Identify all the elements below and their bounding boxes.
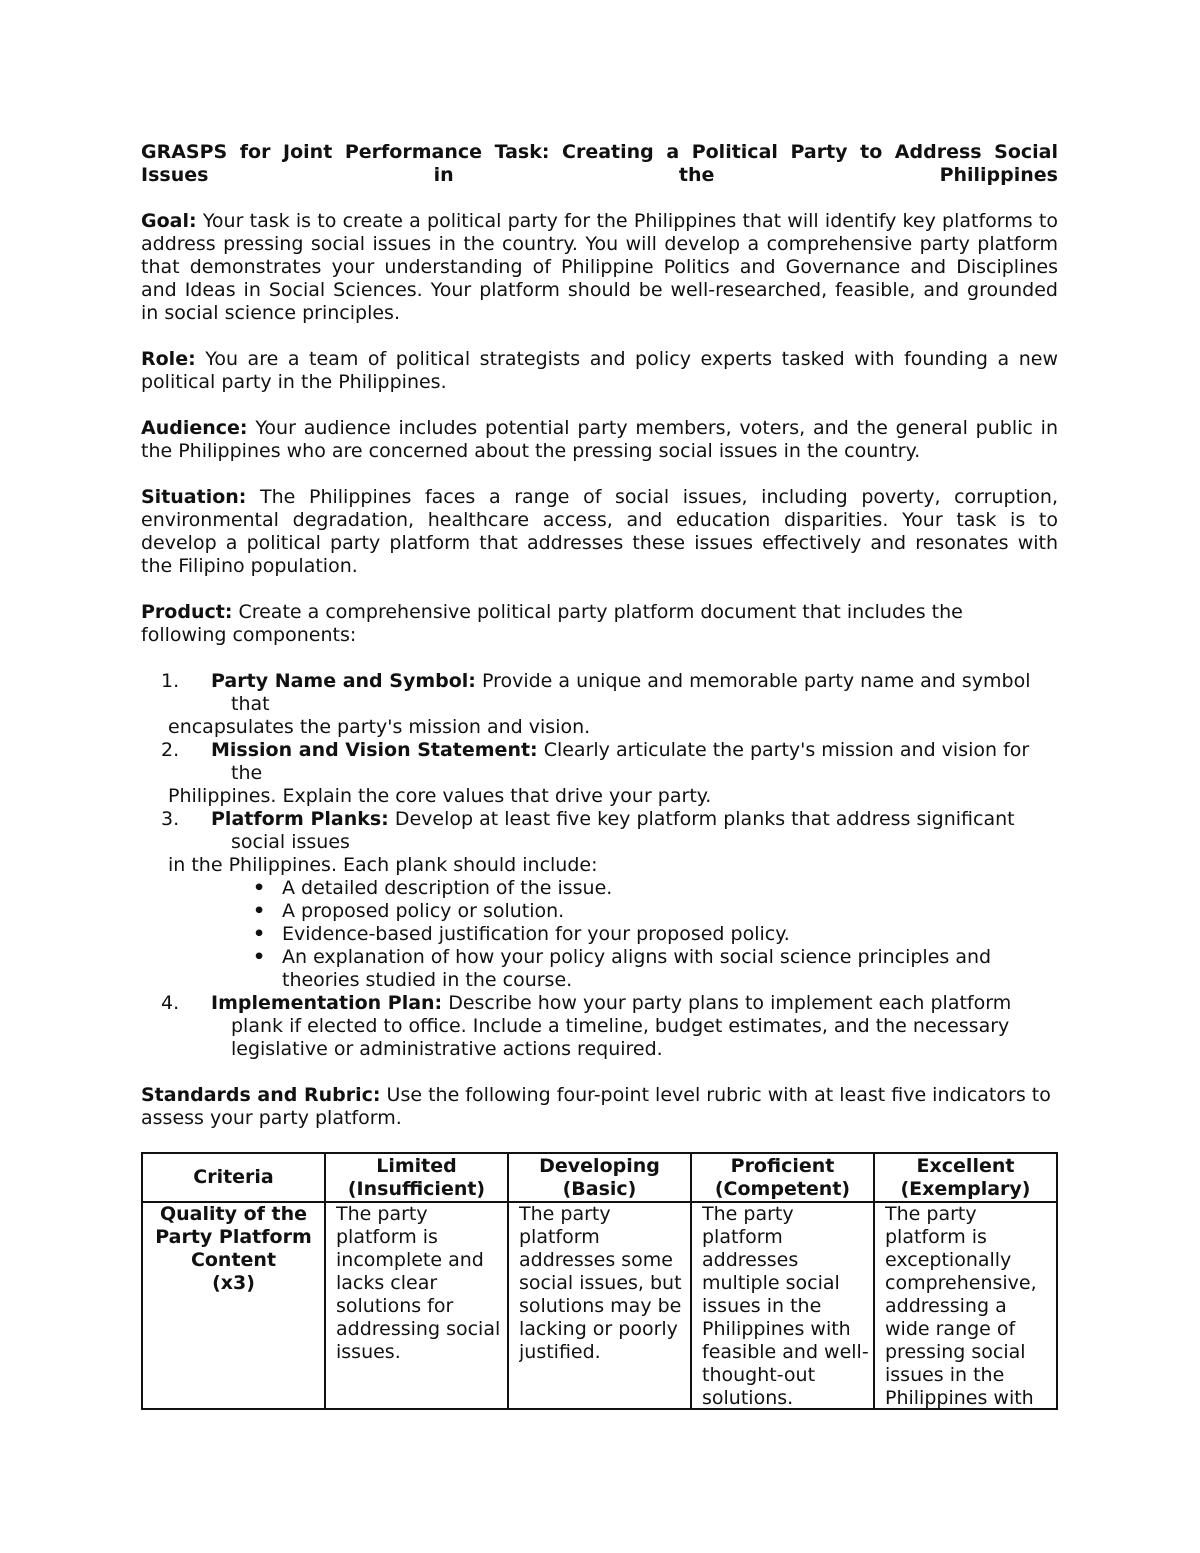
implementation-line-2: plank if elected to office. Include a timeline, budget estimates, and the necessary <box>231 1015 1010 1037</box>
title-line-2: Issues in the Philippines <box>141 164 1058 186</box>
component-hang: social issues <box>231 831 350 853</box>
limited-cell: The party platform is incomplete and lacks clear solutions for addressing social issues. <box>325 1202 508 1409</box>
document-body <box>141 141 1058 1130</box>
bullet-icon: • <box>253 946 266 968</box>
bullet-icon: • <box>253 877 266 899</box>
list-number: 4. <box>161 992 180 1014</box>
header-criteria: Criteria <box>142 1153 325 1202</box>
rubric-table <box>141 1152 1058 1410</box>
component-hang: the <box>231 762 263 784</box>
standards-text: Use the following four-point level rubric with at least five indicators to assess your party platform. <box>141 1084 1051 1129</box>
implementation-text: Describe how your party plans to implement each platform <box>442 992 1012 1014</box>
situation-paragraph <box>141 486 1058 578</box>
rubric-header-row <box>142 1153 1057 1202</box>
developing-cell: The party platform addresses some social issues, but solutions may be lacking or poorly justified. <box>508 1202 691 1409</box>
header-excellent: Excellent (Exemplary) <box>874 1153 1057 1202</box>
role-text: You are a team of political strategists and policy experts tasked with founding a new political party in the Philippines. <box>141 348 1058 393</box>
list-item <box>141 992 1058 1061</box>
list-number: 2. <box>161 739 180 761</box>
bullet-item: • An explanation of how your policy aligns with social science principles and theories studied in the course. <box>253 946 992 991</box>
standards-label: Standards and Rubric: <box>141 1084 381 1106</box>
component-continuation: encapsulates the party's mission and vision. <box>168 716 591 738</box>
list-item <box>141 808 1058 877</box>
audience-paragraph <box>141 417 1058 463</box>
table-row <box>142 1202 1057 1409</box>
plank-bullets <box>141 877 1058 992</box>
title-line-1: GRASPS for Joint Performance Task: Creating a Political Party to Address Social <box>141 141 1058 163</box>
bullet-item: • Evidence-based justification for your proposed policy. <box>253 923 790 945</box>
list-number: 3. <box>161 808 180 830</box>
header-proficient: Proficient (Competent) <box>691 1153 874 1202</box>
product-line-2: following components: <box>141 624 357 646</box>
component-hang: that <box>231 693 270 715</box>
goal-paragraph <box>141 210 1058 325</box>
situation-text: The Philippines faces a range of social issues, including poverty, corruption, environmental degradation, healthcare access, and education disparities. Your task is to develop a political party platform that addresses these issues effectively and resonates with the Filipino population. <box>141 486 1058 577</box>
role-label: Role: <box>141 348 196 370</box>
list-item <box>141 670 1058 739</box>
goal-label: Goal: <box>141 210 197 232</box>
component-list <box>141 670 1058 1061</box>
component-text: Provide a unique and memorable party name and symbol <box>475 670 1031 692</box>
audience-text: Your audience includes potential party members, voters, and the general public in the Philippines who are concerned about the pressing social issues in the country. <box>141 417 1058 462</box>
audience-label: Audience: <box>141 417 248 439</box>
document-title <box>141 141 1058 187</box>
header-limited: Limited (Insufficient) <box>325 1153 508 1202</box>
goal-text: Your task is to create a political party for the Philippines that will identify key platforms to address pressing social issues in the country. You will develop a comprehensive party platform that demonstrates your understanding of Philippine Politics and Governance and Disciplines and Ideas in Social Sciences. Your platform should be well-researched, feasible, and grounded in social science principles. <box>141 210 1058 324</box>
criteria-cell: Quality of the Party Platform Content (x3) <box>142 1202 325 1409</box>
component-continuation: Philippines. Explain the core values that drive your party. <box>168 785 712 807</box>
component-text: Clearly articulate the party's mission and vision for <box>537 739 1030 761</box>
product-text: Create a comprehensive political party platform document that includes the <box>232 601 963 623</box>
product-label: Product: <box>141 601 233 623</box>
bullet-icon: • <box>253 900 266 922</box>
implementation-label: Implementation Plan: <box>211 992 443 1014</box>
situation-label: Situation: <box>141 486 247 508</box>
bullet-item: • A detailed description of the issue. <box>253 877 613 899</box>
product-paragraph <box>141 601 1058 647</box>
component-label: Party Name and Symbol: <box>211 670 476 692</box>
header-developing: Developing (Basic) <box>508 1153 691 1202</box>
standards-paragraph <box>141 1084 1058 1130</box>
excellent-cell: The party platform is exceptionally comprehensive, addressing a wide range of pressing social issues in the Philippines with <box>874 1202 1057 1409</box>
role-paragraph <box>141 348 1058 394</box>
component-text: Develop at least five key platform planks that address significant <box>388 808 1015 830</box>
implementation-line-3: legislative or administrative actions required. <box>231 1038 663 1060</box>
bullet-item: • A proposed policy or solution. <box>253 900 565 922</box>
component-label: Mission and Vision Statement: <box>211 739 538 761</box>
list-item <box>141 739 1058 808</box>
list-number: 1. <box>161 670 180 692</box>
component-continuation: in the Philippines. Each plank should include: <box>168 854 598 876</box>
component-label: Platform Planks: <box>211 808 389 830</box>
proficient-cell: The party platform addresses multiple social issues in the Philippines with feasible and well-thought-out solutions. <box>691 1202 874 1409</box>
bullet-icon: • <box>253 923 266 945</box>
product-line-1 <box>141 601 1058 624</box>
